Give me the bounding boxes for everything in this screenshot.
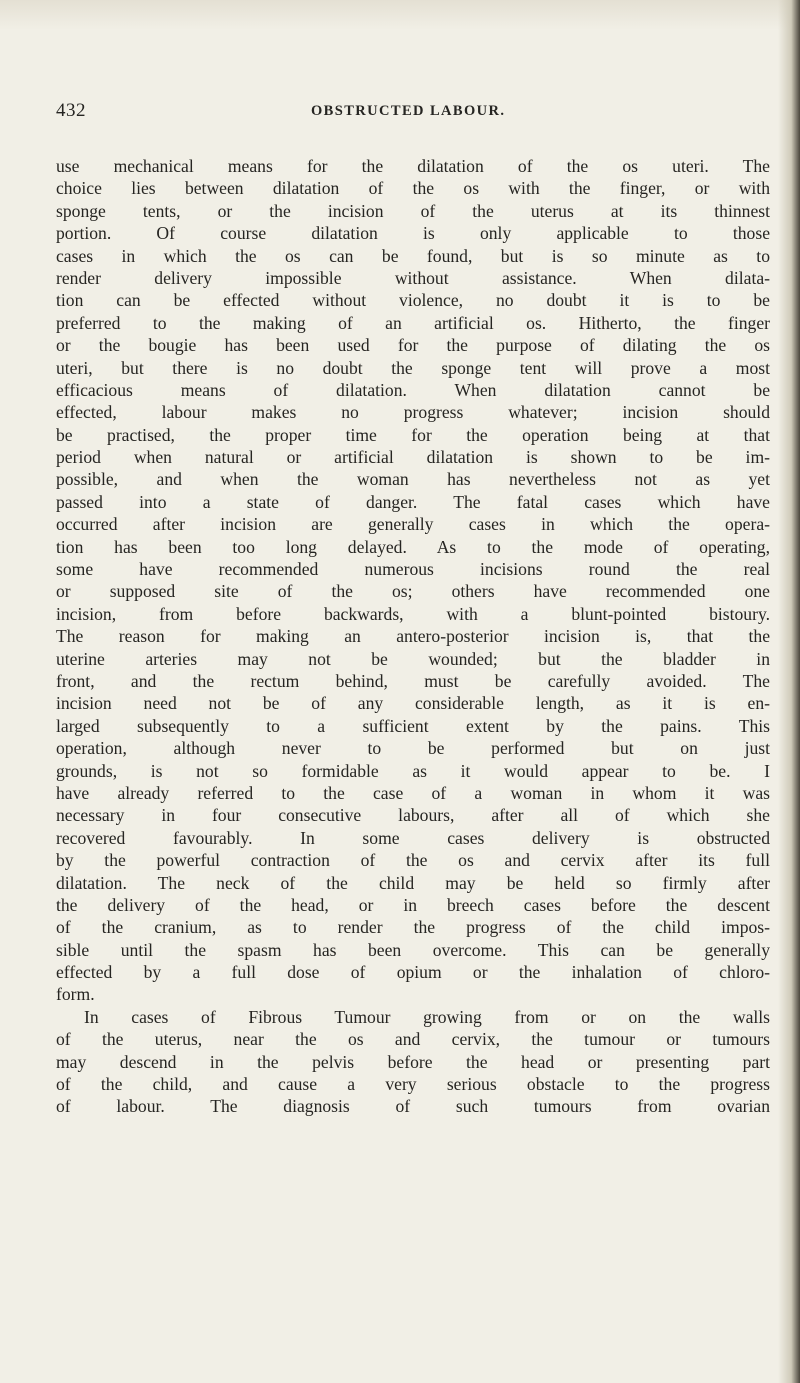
text-line: form.	[56, 984, 95, 1005]
text-line: dilatation. The neck of the child may be held so firmly after	[56, 872, 770, 893]
text-line: portion. Of course dilatation is only applicable to those	[56, 223, 770, 244]
text-line: necessary in four consecutive labours, after all of which she	[56, 805, 770, 826]
text-line: cases in which the os can be found, but is so minute as to	[56, 245, 770, 266]
text-line: by the powerful contraction of the os and cervix after its full	[56, 850, 770, 871]
text-line: of the uterus, near the os and cervix, the tumour or tumours	[56, 1029, 770, 1050]
text-line: passed into a state of danger. The fatal cases which have	[56, 491, 770, 512]
text-line: grounds, is not so formidable as it would appear to be. I	[56, 760, 770, 781]
text-line: tion has been too long delayed. As to the mode of operating,	[56, 536, 770, 557]
text-line: possible, and when the woman has nevertheless not as yet	[56, 469, 770, 490]
text-line: efficacious means of dilatation. When dilatation cannot be	[56, 379, 770, 400]
text-line: The reason for making an antero-posterior incision is, that the	[56, 626, 770, 647]
text-line: of the cranium, as to render the progress of the child impos-	[56, 917, 770, 938]
text-line: or the bougie has been used for the purpose of dilating the os	[56, 335, 770, 356]
text-line: tion can be effected without violence, no doubt it is to be	[56, 290, 770, 311]
text-line: be practised, the proper time for the operation being at that	[56, 424, 770, 445]
page-top-edge	[0, 0, 800, 30]
text-line: operation, although never to be performed but on just	[56, 738, 770, 759]
text-line: preferred to the making of an artificial os. Hitherto, the finger	[56, 312, 770, 333]
text-line: period when natural or artificial dilatation is shown to be im-	[56, 447, 770, 468]
text-line: may descend in the pelvis before the head or presenting part	[56, 1051, 770, 1072]
text-line: incision, from before backwards, with a blunt-pointed bistoury.	[56, 603, 770, 624]
text-line: uteri, but there is no doubt the sponge tent will prove a most	[56, 357, 770, 378]
body-text	[56, 155, 770, 1118]
text-line: In cases of Fibrous Tumour growing from or on the walls	[84, 1006, 770, 1027]
text-line: of the child, and cause a very serious obstacle to the progress	[56, 1074, 770, 1095]
page-header	[56, 100, 776, 130]
text-line: effected, labour makes no progress whatever; incision should	[56, 402, 770, 423]
text-line: uterine arteries may not be wounded; but the bladder in	[56, 648, 770, 669]
page-number: 432	[56, 100, 86, 121]
page-binding-edge	[778, 0, 800, 1383]
text-line: front, and the rectum behind, must be carefully avoided. The	[56, 670, 770, 691]
text-line: sponge tents, or the incision of the uterus at its thinnest	[56, 200, 770, 221]
text-line: the delivery of the head, or in breech cases before the descent	[56, 894, 770, 915]
text-line: use mechanical means for the dilatation of the os uteri. The	[56, 156, 770, 176]
text-line: or supposed site of the os; others have recommended one	[56, 581, 770, 602]
text-line: have already referred to the case of a woman in whom it was	[56, 782, 770, 803]
text-line: incision need not be of any considerable length, as it is en-	[56, 693, 770, 714]
text-line: effected by a full dose of opium or the inhalation of chloro-	[56, 962, 770, 983]
running-head: OBSTRUCTED LABOUR.	[311, 103, 506, 119]
text-line: some have recommended numerous incisions round the real	[56, 559, 770, 580]
text-line: choice lies between dilatation of the os with the finger, or with	[56, 178, 770, 199]
text-line: occurred after incision are generally cases in which the opera-	[56, 514, 770, 535]
text-line: larged subsequently to a sufficient extent by the pains. This	[56, 715, 770, 736]
text-line: render delivery impossible without assistance. When dilata-	[56, 267, 770, 288]
text-line: recovered favourably. In some cases delivery is obstructed	[56, 827, 770, 848]
text-line: sible until the spasm has been overcome. This can be generally	[56, 939, 770, 960]
text-line: of labour. The diagnosis of such tumours from ovarian	[56, 1096, 770, 1117]
